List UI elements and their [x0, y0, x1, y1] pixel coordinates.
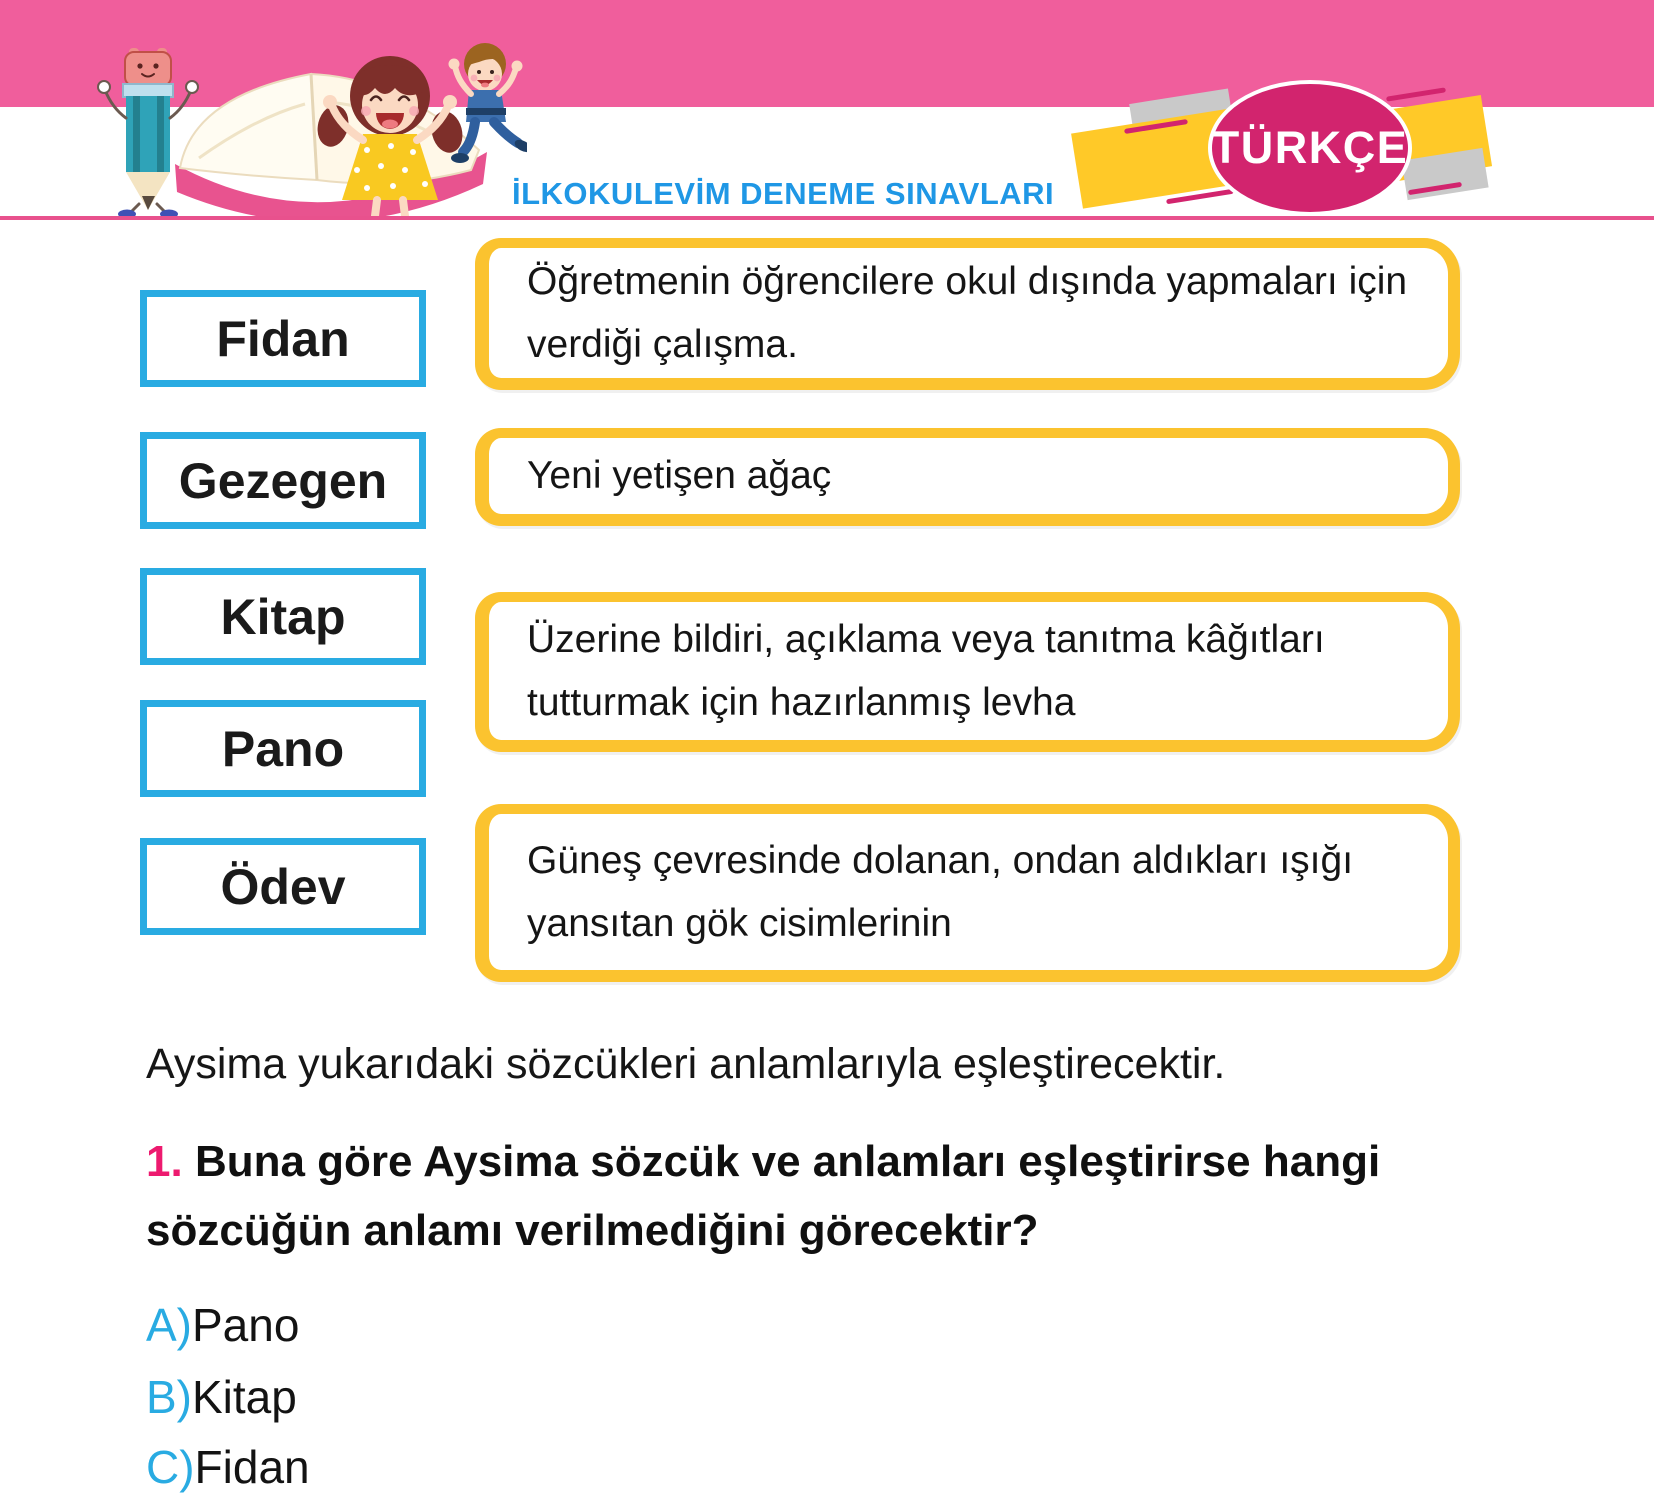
subject-badge [1020, 58, 1480, 234]
question-number: 1. [146, 1137, 183, 1186]
option-b[interactable] [146, 1370, 297, 1424]
option-letter: C) [146, 1441, 195, 1493]
question-text-line-2: sözcüğün anlamı verilmediğini görecektir? [146, 1205, 1039, 1255]
intro-text: Aysima yukarıdaki sözcükleri anlamlarıyla eşleştirecektir. [146, 1040, 1226, 1088]
option-letter: A) [146, 1299, 192, 1351]
definition-text: Öğretmenin öğrencilere okul dışında yapmaları için verdiği çalışma. [527, 259, 1408, 366]
word-box-gezegen[interactable] [140, 432, 426, 529]
word-label: Kitap [220, 588, 346, 645]
definition-box-3[interactable] [475, 592, 1460, 752]
definition-text: Üzerine bildiri, açıklama veya tanıtma kâğıtları tutturmak için hazırlanmış levha [527, 617, 1325, 724]
option-a[interactable] [146, 1298, 299, 1352]
word-label: Fidan [216, 310, 350, 367]
word-box-kitap[interactable] [140, 568, 426, 665]
definition-text: Yeni yetişen ağaç [527, 454, 832, 498]
word-label: Ödev [220, 858, 346, 915]
badge-accent-line [1386, 87, 1446, 101]
option-label: Kitap [192, 1371, 297, 1423]
word-label: Gezegen [178, 452, 388, 509]
option-c[interactable] [146, 1440, 310, 1494]
question-1 [146, 1128, 1506, 1265]
word-label: Pano [221, 720, 345, 777]
header-divider [0, 216, 1654, 220]
option-label: Fidan [194, 1441, 310, 1493]
definition-box-4[interactable] [475, 804, 1460, 982]
definition-text: Güneş çevresinde dolanan, ondan aldıkları ışığı yansıtan gök cisimlerinin [527, 838, 1354, 945]
subject-badge-ellipse [1208, 80, 1412, 216]
definition-box-2[interactable] [475, 428, 1460, 526]
word-box-fidan[interactable] [140, 290, 426, 387]
brand-title: İLKOKULEVİM DENEME SINAVLARI [512, 176, 1055, 211]
word-box-odev[interactable] [140, 838, 426, 935]
option-letter: B) [146, 1371, 192, 1423]
definition-box-1[interactable] [475, 238, 1460, 390]
kids-book-illustration [95, 38, 527, 218]
option-label: Pano [192, 1299, 300, 1351]
subject-badge-label: TÜRKÇE [1211, 122, 1409, 173]
question-text-line-1: Buna göre Aysima sözcük ve anlamları eşleştirirse hangi [194, 1137, 1381, 1186]
word-box-pano[interactable] [140, 700, 426, 797]
